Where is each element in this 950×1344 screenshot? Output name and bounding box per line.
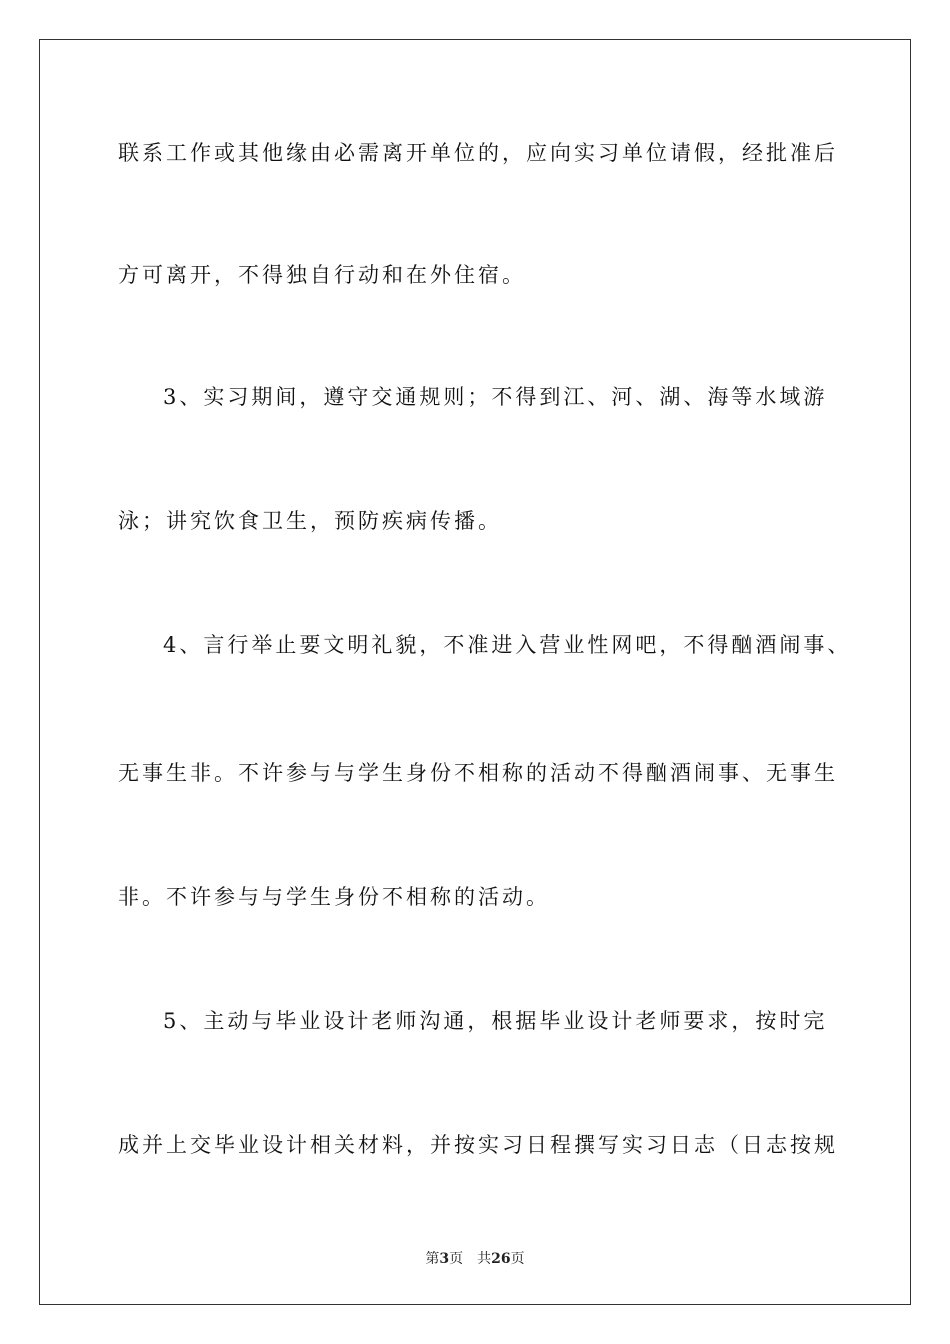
text-line: 4、言行举止要文明礼貌，不准进入营业性网吧，不得酗酒闹事、 (163, 633, 852, 657)
text-line: 联系工作或其他缘由必需离开单位的，应向实习单位请假，经批准后 (118, 141, 838, 165)
total-pages: 26 (491, 1251, 511, 1267)
page-prefix: 第 (425, 1251, 440, 1267)
total-prefix: 共 (477, 1251, 492, 1267)
total-suffix: 页 (510, 1251, 525, 1267)
page-suffix: 页 (449, 1251, 464, 1267)
text-line: 方可离开，不得独自行动和在外住宿。 (118, 263, 526, 287)
page-frame (39, 39, 911, 1305)
text-line: 3、实习期间，遵守交通规则；不得到江、河、湖、海等水域游 (163, 385, 828, 409)
text-line: 非。不许参与与学生身份不相称的活动。 (118, 885, 550, 909)
text-line: 无事生非。不许参与与学生身份不相称的活动不得酗酒闹事、无事生 (118, 761, 838, 785)
text-line: 5、主动与毕业设计老师沟通，根据毕业设计老师要求，按时完 (163, 1009, 828, 1033)
page-footer (0, 1250, 950, 1268)
text-line: 成并上交毕业设计相关材料，并按实习日程撰写实习日志（日志按规 (118, 1133, 838, 1157)
text-line: 泳；讲究饮食卫生，预防疾病传播。 (118, 509, 502, 533)
page-number: 3 (439, 1251, 450, 1267)
